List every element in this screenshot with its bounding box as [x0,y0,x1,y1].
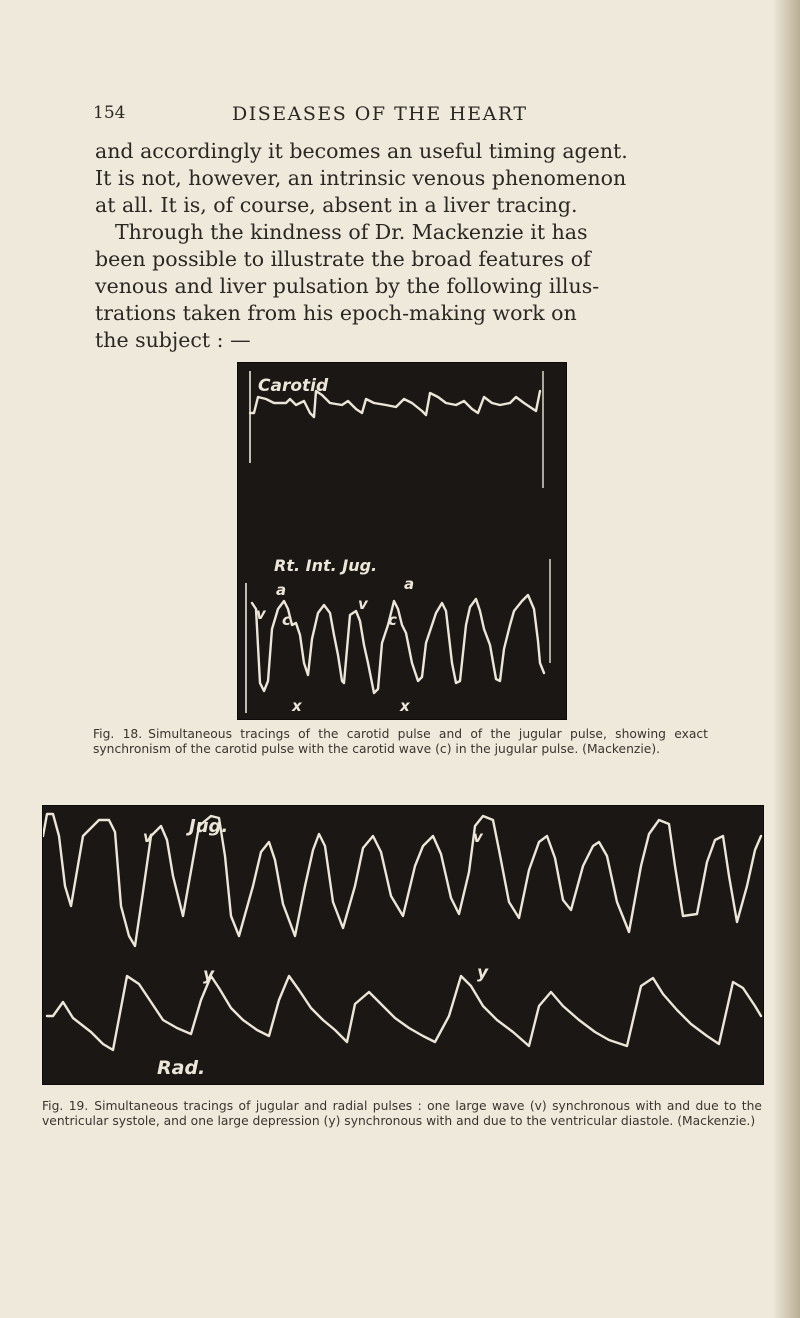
figure-19-caption [42,1099,762,1129]
wave-v-label-2: v [358,595,368,613]
figure-18-svg [238,363,566,719]
wave-c-label-1: c [282,611,291,629]
jugular-label: Rt. Int. Jug. [274,556,378,575]
text-line: and accordingly it becomes an useful timing agent. [95,139,628,163]
text-line: Through the kindness of Dr. Mackenzie it has [115,220,588,244]
radial-trace [47,976,761,1050]
text-line: It is not, however, an intrinsic venous phenomenon [95,166,627,190]
figure-18-tracing [237,362,567,720]
trough-x-label-2: x [400,697,410,715]
carotid-label: Carotid [258,376,329,396]
wave-v-label-1: v [256,605,266,623]
text-line: been possible to illustrate the broad features of [95,247,591,271]
trough-y-label-2: y [477,963,489,983]
jugular-trace [252,595,544,693]
figure-18-caption-text: Simultaneous tracings of the carotid pulse and of the jugular pulse, showing exact synchronism of the carotid pulse with the carotid wave (c) in the jugular pulse. (Mackenzie). [93,727,708,756]
jugular-label: Jug. [189,816,229,837]
wave-a-label-2: a [404,575,415,593]
trough-x-label-1: x [292,697,302,715]
figure-18-caption [93,727,708,757]
text-line: venous and liver pulsation by the following illus- [95,274,600,298]
figure-18-caption-label: Fig. 18. [93,727,143,741]
figure-19-caption-text: Simultaneous tracings of jugular and radial pulses : one large wave (v) synchronous with and due to the ventricular systole, and one large depression (y) synchronous with and due to the ventricular diastole. (Mackenzie.) [42,1099,762,1128]
figure-19-svg [43,806,763,1084]
figure-19-tracing [42,805,764,1085]
wave-v-label-1: v [143,828,153,846]
page-header [93,103,783,131]
wave-c-label-2: c [388,611,397,629]
wave-v-label-2: v [473,828,483,846]
running-head: DISEASES OF THE HEART [232,103,528,125]
body-paragraph [95,138,781,354]
figure-19-caption-label: Fig. 19. [42,1099,89,1113]
wave-a-label-1: a [276,581,287,599]
trough-y-label-1: y [203,965,215,985]
text-line: trations taken from his epoch-making work on [95,301,577,325]
text-line: at all. It is, of course, absent in a liver tracing. [95,193,578,217]
radial-label: Rad. [157,1057,206,1079]
page-number: 154 [93,103,126,123]
text-line: the subject : — [95,328,251,352]
